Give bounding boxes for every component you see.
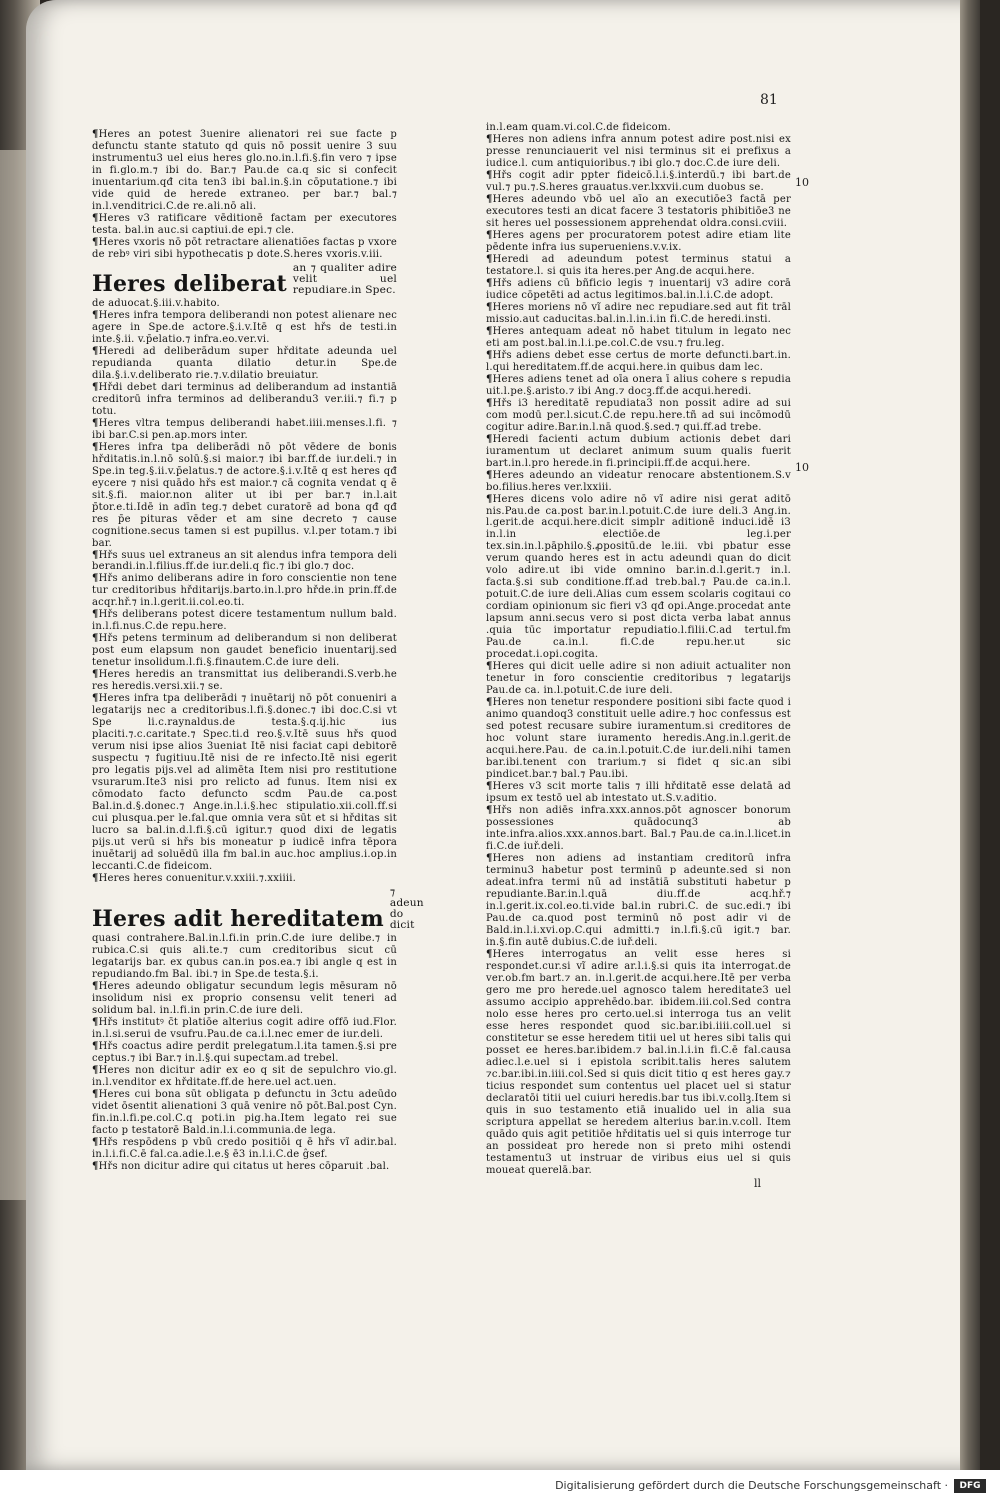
headword-deliberat	[92, 263, 397, 296]
entry-paragraph: ¶ Heres non adiens ad instantiam creditorū infra terminu3 habetur post terminū p adeunte.sed si non adeat.infra termi nū ad instātiā substituti habetur p repudiante.Bar.in.l.quā diu.ff.de acq.hř.⁊ in.l.gerit.ix.col.eo.ti.vide bal.in rubri.C. de suc.edi.⁊ ibi Pau.de ca.quod post terminū nō post adir vi de Bald.in.l.i.xvi.op.C.qui admitti.⁊ in.l.fi.§.cū igit.⁊ bar. in.§.fin autē dubius.C.de iuř.deli.	[486, 853, 791, 949]
dfg-logo: DFG	[954, 1479, 986, 1493]
entry-paragraph: ¶ Hřs i3 hereditatē repudiata3 non possit adire ad sui com modū per.l.sicut.C.de repu.here.tñ ad sui incōmodū cogitur adire.Bar.in.l.nā quod.§.sed.⁊ qui.ff.ad trebe.	[486, 398, 791, 434]
headword-text: Heres deliberat	[92, 270, 287, 297]
entry-paragraph: ¶ Heres non adiens infra annum potest adire post.nisi ex presse renunciauerit vel nisi terminus sit ei prefixus a iudice.l. cum antiquioribus.⁊ ibi glo.⁊ doc.C.de iure deli.	[486, 134, 791, 170]
entry-paragraph: ¶ Heres cui bona sūt obligata p defunctu in 3ctu adeūdo videt ōsentit alienationi 3 quā venire nō pōt.Bal.post Cyn. fin.in.l.fi.pe.col.C.q poti.in pig.ha.Item legato rei sue facto p testatorē Bald.in.l.i.communia.de lega.	[92, 1089, 397, 1137]
margin-mark: 10	[795, 176, 809, 189]
entry-paragraph: ¶ Hřs respōdens p vbū credo positiōi q ē hřs vĩ adir.bal. in.l.i.fi.C.ē fal.ca.adie.l.e.§ ē3 in.l.i.C.de ĝsef.	[92, 1137, 397, 1161]
entry-paragraph: ¶ Heres infra tpa deliberādi nō pōt vēdere de bonis hřditatis.in.l.nō solū.§.si maior.⁊ ibi bar.ff.de iur.deli.⁊ in Spe.in teg.§.ii.v.p̄elatus.⁊ de actore.§.i.v.Itē q est heres qđ eycere ⁊ nisi quādo hřs est maior.⁊ cā cognita vendat q ē sit.§.fi. maior.non aliter ut ibi per bar.⁊ in.l.ait p̄tor.e.ti.Idē in adīn teg.⁊ debet curatorē ad bona qđ qđ res p̄e pituras vēder et am sine decreto ⁊ cause cognitione.secus tamen si est pupillus. v.l.per totam.⁊ ibi bar.	[92, 442, 397, 550]
entry-paragraph: ¶ Hřs non dicitur adire qui citatus ut heres cōparuit .bal.	[92, 1161, 397, 1173]
entry-paragraph: ¶ Hřs adiens debet esse certus de morte defuncti.bart.in. l.qui hereditatem.ff.de acqui.here.in quibus dam lec.	[486, 350, 791, 374]
entry-paragraph: ¶ Heres adeundo vbō uel aīo an executiōe3 factā per executores testi an dicat facere 3 testatoris phibitiōe3 ne sit heres uel possessionem apprehendat oldra.consi.cviii.	[486, 194, 791, 230]
entry-paragraph: in.l.eam quam.vi.col.C.de fideicom.	[486, 122, 671, 133]
entry-paragraph: ¶ Heredi ad adeundum potest terminus statui a testatore.l. si quis ita heres.per Ang.de acqui.here.	[486, 254, 791, 278]
entry-paragraph: ¶ Hřs coactus adire perdit prelegatum.l.ita tamen.§.si pre ceptus.⁊ ibi Bar.⁊ in.l.§.qui supectam.ad trebel.	[92, 1041, 397, 1065]
folio-number: 81	[760, 92, 778, 108]
entry-paragraph: ¶ Heres adeundo obligatur secundum legis mēsuram nō insolidum nisi ex proprio consensu velit teneri ad solidum bal. in.l.fi.in prin.C.de iure deli.	[92, 981, 397, 1017]
entry-paragraph: ¶ Heres moriens nō vĩ adire nec repudiare.sed aut fit trāl missio.aut caducitas.bal.in.l.in.i.in fi.C.de heredi.insti.	[486, 302, 791, 326]
headword-text: Heres adit hereditatem	[92, 906, 384, 933]
entry-paragraph: quasi contrahere.Bal.in.l.fi.in prin.C.de iure delibe.⁊ in rubica.C.si quis ali.te.⁊ cum creditoribus sicut cū legatarijs bar. ex qubus can.in pos.ea.⁊ ibi angle q est in repudiando.fm Bal. ibi.⁊ in Spe.de testa.§.i.	[92, 933, 397, 981]
footer-bar	[0, 1470, 1000, 1502]
entry-paragraph: ¶ Hřs adiens cū bñficio legis ⁊ inuentarij v3 adire corā iudice cōpetēti ad actus legitimos.bal.in.l.i.C.de adopt.	[486, 278, 791, 302]
entry-paragraph: ¶ Hřs suus uel extraneus an sit alendus infra tempora deli berandi.in.l.filius.ff.de iur.deli.q fic.⁊ ibi glo.⁊ doc.	[92, 550, 397, 574]
entry-paragraph: ¶ Heres dicens volo adire nō vĩ adire nisi gerat aditō nis.Pau.de ca.post bar.in.l.potuit.C.de iure deli.3 Ang.in. l.gerit.de acqui.here.dicit simplr aditionē induci.idē i3 in.l.in electiōe.de leg.i.per tex.sin.in.l.pāphilo.§.ꝓpositū.de le.iii. vbi pbatur esse verum quando heres est in actu adeundi quan do dicit volo adire.ut ibi vide omnino bar.in.d.l.gerit.⁊ in.l. facta.§.si sub conditione.ff.ad treb.bal.⁊ Pau.de ca.in.l. potuit.C.de iure deli.Alias cum essem scolaris cogitaui co cordiam opinionum sic fieri v3 qđ opi.Ange.procedat ante lapsum anni.secus vero si post dicta verba labat annus .quia tūc importatur repudiatio.l.filii.C.ad tertul.fm Pau.de ca.in.l. fi.C.de repu.her.ut sic procedat.i.opi.cogita.	[486, 494, 791, 662]
entry-paragraph: ¶ Hřdi debet dari terminus ad deliberandum ad instantiā creditorū infra terminos ad deliberandu3 ver.iii.⁊ fi.⁊ p totu.	[92, 382, 397, 418]
entry-paragraph: ¶ Heres an potest 3uenire alienatori rei sue facte p defunctu stante statuto qd quis nō possit uenire 3 suu instrumentu3 uel eius heres glo.no.in.l.fi.§.fin vero ⁊ ipse in fi.glo.m.⁊ ibi do. Bar.⁊ Pau.de ca.q sic si confecit inuentarium.qđ cita ten3 ibi bal.in.§.in cōputatione.⁊ ibi vide quid de herede extraneo. per bar.⁊ bal.⁊ in.l.venditrici.C.de re.ali.nō ali.	[92, 129, 397, 213]
entry-paragraph: ¶ Heres vxoris nō pōt retractare alienatiões factas p vxore de rebꝰ viri sibi hypothecatis p dote.S.heres vxoris.v.iii.	[92, 237, 397, 261]
entry-paragraph: ¶ Hřs institutꝰ c̄t platiōe alterius cogit adire offō iud.Flor. in.l.si.serui de vsufru.Pau.de ca.i.l.nec emer de iur.deli.	[92, 1017, 397, 1041]
facing-page-edge	[0, 150, 26, 1200]
page-stack-edge	[960, 0, 980, 1470]
entry-paragraph: ¶ Heres adiens tenet ad oīa onera ī alius cohere s repudia uit.l.pe.§.aristo.⁊ ibi Ang.⁊ docꝫ.ff.de acqui.heredi.	[486, 374, 791, 398]
entry-paragraph: ¶ Heres v3 scit morte talis ⁊ illi hřditatē esse delatā ad ipsum ex testō uel ab intestato ut.S.v.aditio.	[486, 781, 791, 805]
entry-paragraph: ¶ Heredi facienti actum dubium actionis debet dari iuramentum ut declaret animum suum qualis fuerit bart.in.l.pro herede.in fi.principii.ff.de acqui.here.	[486, 434, 791, 470]
entry-paragraph: ¶ Heres heredis an transmittat ius deliberandi.S.verb.he res heredis.versi.xii.⁊ se.	[92, 669, 397, 693]
entry-paragraph: ¶ Heres non dicitur adir ex eo q sit de sepulchro vio.gl. in.l.venditor ex hřditate.ff.de here.uel act.uen.	[92, 1065, 397, 1089]
entry-paragraph: ¶ Heres heres conuenitur.v.xxiii.⁊.xxiiii.	[92, 873, 397, 885]
entry-paragraph: ¶ Heres interrogatus an velit esse heres si respondet.cur.si vĩ adire ar.l.i.§.si quis ita interrogat.de ver.ob.fm bart.⁊ an. in.l.gerit.de acqui.here.Itē per verba gero me pro herede.uel agnosco talem hereditate3 uel assumo accipio apprehēdo.bar. ibidem.iii.col.Sed contra nolo esse heres pro certo.uel.si interroga tus an velit esse heres respondet quod sic.bar.ibi.iiii.coll.uel si constitetur se esse heredem titii uel ut heres sibi talis qui posset ee heres.bar.ibidem.⁊ bal.in.l.i.in fi.C.ē fal.causa adiec.l.e.uel si i epistola scribit.talis heres salutem ⁊c.bar.ibi.in.iiii.col.Sed si quis dicit titio q est heres gay.⁊ ticius respondet sum contentus uel placet uel si statur declaratōi titii uel cuiuri heredis.bar tus ibi.v.collꝫ.Item si quis in suo testamento etiā inualido uel in alia sua scriptura appellat se heredem alterius bar.in.v.coll. Item quādo quis agit petitiōe hřditatis uel si quis interroge tur an possideat pro herede non si preto mihi ostendi testamentu3 ut instruar de viribus eius uel si quis moueat querelā.bar.	[486, 949, 791, 1177]
entry-paragraph: ¶ Heres agens per procuratorem potest adire etiam lite pēdente infra ius superueniens.v.v.ix.	[486, 230, 791, 254]
entry-paragraph: ¶ Heres infra tpa deliberādi ⁊ inuētarij nō pōt conueniri a legatarijs nec a creditoribus.l.fi.§.donec.⁊ ibi doc.C.si vt Spe li.c.raynaldus.de testa.§.q.ij.hic ius placiti.⁊.c.caritate.⁊ Spec.ti.d reo.§.v.Itē suus hřs quod verum nisi ipse alios 3ueniat Itē nisi faciat capi debitorē suspectu ⁊ fugitiuu.Itē nisi de re infecto.Itē nisi egerit pro legatis pijs.vel ad alimēta Item nisi pro restitutione vsurarum.Ite3 nisi pro relicto ad funus. Item nisi ex cōmodato facto defuncto scdm Pau.de ca.post Bal.in.d.§.donec.⁊ Ange.in.l.i.§.hec stipulatio.xii.coll.ff.si cui plusqua.per le.fal.que omnia vera sūt et si hřditas sit lucro sa bal.in.d.l.fi.§.cū igitur.⁊ quod dixi de legatis pijs.ut verū si hřs bis moneatur p iudicē infra tēpora inuētarij ad soluēdū illa fm bal.in auc.hoc amplius.i.op.in leccanti.C.de fideicom.	[92, 693, 397, 873]
entry-paragraph: ¶ Heres vltra tempus deliberandi habet.iiii.menses.l.fi. ⁊ ibi bar.C.si pen.ap.mors inter.	[92, 418, 397, 442]
headword-adit	[92, 886, 424, 933]
entry-paragraph: ¶ Heres infra tempora deliberandi non potest alienare nec agere in Spe.de actore.§.i.v.Itē q est hřs de testi.in inte.§.ii. v.p̄elatio.⁊ infra.eo.ver.vi.	[92, 310, 397, 346]
entry-paragraph: ¶ Hřs animo deliberans adire in foro conscientie non tene tur creditoribus hřditarijs.barto.in.l.pro hřde.in prin.ff.de acqr.hř.⁊ in.l.gerit.ii.col.eo.ti.	[92, 573, 397, 609]
headword-tail: an ⁊ qualiter adire velit uel repudiare.in Spec.	[292, 261, 397, 296]
entry-paragraph: de aduocat.§.iii.v.habito.	[92, 297, 220, 309]
left-text-column	[92, 129, 424, 1173]
entry-paragraph: ¶ Hřs deliberans potest dicere testamentum nullum bald. in.l.fi.nus.C.de repu.here.	[92, 609, 397, 633]
entry-paragraph: ¶ Heres antequam adeat nō habet titulum in legato nec eti am post.bal.in.l.i.pe.col.C.de vsu.⁊ fru.leg.	[486, 326, 791, 350]
margin-mark: 10	[795, 461, 809, 474]
footer-credit: Digitalisierung gefördert durch die Deutsche Forschungsgemeinschaft ·	[555, 1479, 948, 1492]
signature-mark: ll	[754, 1177, 762, 1190]
entry-paragraph: ¶ Heres v3 ratificare vēditionē factam per executores testa. bal.in auc.si captiui.de epi.⁊ cle.	[92, 213, 397, 237]
entry-paragraph: ¶ Hřs non adiēs infra.xxx.annos.pōt agnoscer bonorum possessiones quādocunq3 ab inte.infra.alios.xxx.annos.bart. Bal.⁊ Pau.de ca.in.l.licet.in fi.C.de iuř.deli.	[486, 805, 791, 853]
entry-paragraph: ¶ Hřs petens terminum ad deliberandum si non deliberat post eum elapsum non gaudet beneficio inuentarij.sed tenetur insolidum.l.fi.§.finautem.C.de iure deli.	[92, 633, 397, 669]
right-text-column	[486, 122, 791, 1177]
entry-paragraph: ¶ Heres qui dicit uelle adire si non adiuit actualiter non tenetur in foro conscientie creditoribus ⁊ legatarijs Pau.de ca. in.l.potuit.C.de iure deli.	[486, 661, 791, 697]
entry-paragraph: ¶ Heredi ad deliberādum super hřditate adeunda uel repudianda quanta dilatio detur.in Spe.de dila.§.i.v.deliberato rie.⁊.v.dilatio breuiatur.	[92, 346, 397, 382]
entry-paragraph: ¶ Heres adeundo an videatur renocare abstentionem.S.v bo.filius.heres ver.lxxiii.	[486, 470, 791, 494]
headword-tail: ⁊ adeun do dicit	[389, 886, 424, 932]
entry-paragraph: ¶ Hřs cogit adir ppter fideicō.l.i.§.interdū.⁊ ibi bart.de vul.⁊ pu.⁊.S.heres grauatus.ver.lxxvii.cum duobus se.	[486, 170, 791, 194]
entry-paragraph: ¶ Heres non tenetur respondere positioni sibi facte quod i animo quandoq3 constituit uelle adire.⁊ hoc confessus est sed potest recusare subire iuramentum.si creditores de hoc volunt stare iuramento heredis.Ang.in.l.gerit.de acqui.here.Pau. de ca.in.l.potuit.C.de iur.deli.nihi tamen bar.ibi.tenent con trarium.⁊ si fidet q sic.an sibi pindicet.bar.⁊ bal.⁊ Pau.ibi.	[486, 697, 791, 781]
